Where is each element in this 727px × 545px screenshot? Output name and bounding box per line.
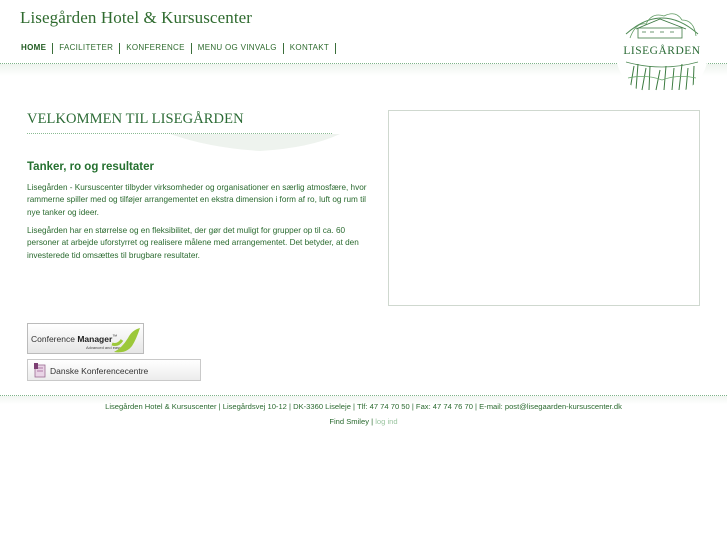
logo[interactable] — [616, 4, 708, 94]
page-title: VELKOMMEN TIL LISEGÅRDEN — [27, 111, 244, 127]
intro-paragraph: Lisegården - Kursuscenter tilbyder virksomheder og organisationer en særlig atmosfære, hvor rammerne spiller med og tilføjer arrangementet en ekstra dimension i form af ro, luft og rum til nye tanker og ideer. — [27, 183, 367, 217]
danske-konferencecentre-badge[interactable] — [27, 359, 201, 381]
media-panel — [388, 110, 700, 306]
nav-item-konference[interactable]: KONFERENCE — [126, 43, 185, 52]
login-link[interactable]: log ind — [375, 417, 398, 426]
nav-item-home[interactable]: HOME — [21, 43, 47, 52]
title-swoosh-decoration — [170, 134, 340, 152]
nav-separator — [335, 43, 336, 54]
lime-swoosh-icon — [110, 326, 142, 354]
nav-item-kontakt[interactable]: KONTAKT — [289, 43, 330, 52]
nav-item-menu-og-vinvalg[interactable]: MENU OG VINVALG — [197, 43, 277, 52]
capacity-paragraph: Lisegården har en størrelse og en fleksibilitet, der gør det muligt for grupper op til ca. 60 personer at arbejde uforstyrret og realisere målene med arrangementet. Det betyder, at den investerede tid omsættes til brugbare resultater. — [27, 226, 359, 260]
find-smiley-link[interactable]: Find Smiley — [329, 417, 370, 426]
footer-links — [0, 417, 727, 426]
footer-link-separator: | — [371, 417, 374, 426]
danske-konferencecentre-icon — [33, 363, 47, 378]
logo-text: LISEGÅRDEN — [623, 45, 701, 57]
conference-manager-label: Conference Manager™ — [31, 334, 118, 344]
footer-address: Lisegården Hotel & Kursuscenter | Lisegårdsvej 10-12 | DK-3360 Liseleje | Tlf: 47 74 70 50 | Fax: 47 74 76 70 | E-mail: post@lisegaarden-kursuscenter.dk — [105, 402, 622, 411]
conference-manager-tagline: Advanced and easy — [86, 345, 122, 350]
danske-konferencecentre-label: Danske Konferencecentre — [50, 366, 149, 376]
nav-item-faciliteter[interactable]: FACILITETER — [59, 43, 114, 52]
site-title: Lisegården Hotel & Kursuscenter — [20, 8, 253, 27]
main-nav — [15, 42, 336, 54]
section-subtitle: Tanker, ro og resultater — [27, 161, 154, 173]
conference-manager-badge[interactable] — [27, 323, 144, 354]
